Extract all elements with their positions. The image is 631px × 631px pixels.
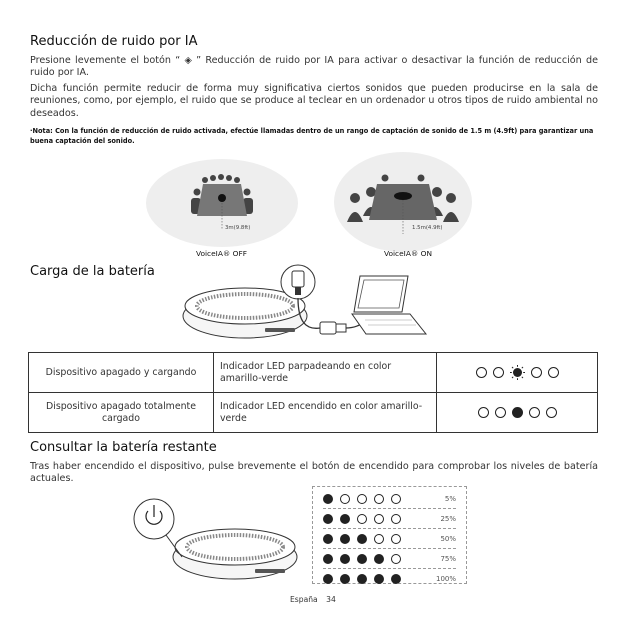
led-on-icon bbox=[323, 574, 333, 584]
battery-percent: 75% bbox=[440, 554, 456, 563]
led-off-icon bbox=[548, 367, 559, 378]
led-on-icon bbox=[357, 554, 367, 564]
led-off-icon bbox=[340, 494, 350, 504]
table-row bbox=[29, 353, 598, 393]
led-off-icon bbox=[476, 367, 487, 378]
led-off-icon bbox=[531, 367, 542, 378]
led-off-icon bbox=[391, 554, 401, 564]
off-caption: VoiceIA® OFF bbox=[196, 249, 247, 258]
table-row bbox=[29, 393, 598, 433]
led-on-icon bbox=[323, 554, 333, 564]
led-off-icon bbox=[391, 494, 401, 504]
battery-percent: 5% bbox=[444, 494, 456, 503]
led-off-icon bbox=[529, 407, 540, 418]
led-on-icon bbox=[512, 407, 523, 418]
led-cell bbox=[437, 393, 598, 433]
indicator-cell: Indicador LED encendido en color amarillo-verde bbox=[214, 393, 437, 433]
voiceia-off-illustration bbox=[145, 158, 300, 258]
page-number: 34 bbox=[326, 595, 336, 604]
list-item bbox=[323, 549, 456, 569]
led-on-icon bbox=[391, 574, 401, 584]
on-distance-label: 1.5m(4.9ft) bbox=[412, 225, 443, 231]
battery-title: Consultar la batería restante bbox=[30, 440, 217, 455]
led-on-icon bbox=[340, 554, 350, 564]
led-off-icon bbox=[357, 494, 367, 504]
noise-note: ·Nota: Con la función de reducción de ruido activada, efectúe llamadas dentro de un rango de captación de sonido de 1.5 m (4.9ft) para garantizar una buena captación del sonido. bbox=[30, 127, 594, 145]
led-on-icon bbox=[323, 534, 333, 544]
led-on-icon bbox=[357, 574, 367, 584]
led-off-icon bbox=[391, 534, 401, 544]
led-on-icon bbox=[374, 554, 384, 564]
page-footer bbox=[290, 595, 336, 604]
led-off-icon bbox=[374, 494, 384, 504]
footer-language: España bbox=[290, 595, 318, 604]
state-cell: Dispositivo apagado y cargando bbox=[29, 353, 214, 393]
list-item bbox=[323, 489, 456, 509]
led-on-icon bbox=[323, 514, 333, 524]
list-item bbox=[323, 529, 456, 549]
led-on-icon bbox=[340, 534, 350, 544]
on-caption: VoiceIA® ON bbox=[384, 249, 432, 258]
off-distance-label: 3m(9.8ft) bbox=[225, 225, 251, 231]
led-off-icon bbox=[374, 534, 384, 544]
battery-percent: 50% bbox=[440, 534, 456, 543]
state-cell: Dispositivo apagado totalmente cargado bbox=[29, 393, 214, 433]
led-off-icon bbox=[495, 407, 506, 418]
battery-level-panel bbox=[312, 486, 467, 584]
noise-para-2: Dicha función permite reducir de forma muy significativa ciertos sonidos que pueden producirse en la sala de reuniones, como, por ejemplo, el ruido que se produce al teclear en un ordenador u otros tipos de ruido ambiental no deseados. bbox=[30, 83, 598, 119]
charging-status-table bbox=[28, 352, 598, 433]
power-button-illustration bbox=[130, 495, 310, 587]
indicator-cell: Indicador LED parpadeando en color amarillo-verde bbox=[214, 353, 437, 393]
battery-percent: 100% bbox=[435, 574, 456, 583]
noise-para-1: Presione levemente el botón “ ◈ ” Reducción de ruido por IA para activar o desactivar la función de reducción de ruido por IA. bbox=[30, 55, 598, 79]
led-on-icon bbox=[374, 574, 384, 584]
led-off-icon bbox=[374, 514, 384, 524]
led-cell bbox=[437, 353, 598, 393]
voiceia-on-illustration bbox=[333, 152, 473, 256]
led-off-icon bbox=[391, 514, 401, 524]
led-blinking-icon bbox=[510, 365, 525, 380]
led-off-icon bbox=[478, 407, 489, 418]
led-on-icon bbox=[340, 574, 350, 584]
led-off-icon bbox=[493, 367, 504, 378]
led-on-icon bbox=[340, 514, 350, 524]
led-on-icon bbox=[357, 534, 367, 544]
list-item bbox=[323, 509, 456, 529]
charging-title: Carga de la batería bbox=[30, 264, 155, 279]
battery-percent: 25% bbox=[440, 514, 456, 523]
led-off-icon bbox=[357, 514, 367, 524]
list-item bbox=[323, 569, 456, 588]
noise-title: Reducción de ruido por IA bbox=[30, 34, 198, 49]
charging-illustration bbox=[180, 262, 430, 346]
led-on-icon bbox=[323, 494, 333, 504]
battery-para: Tras haber encendido el dispositivo, pulse brevemente el botón de encendido para comprobar los niveles de batería actuales. bbox=[30, 461, 598, 485]
led-off-icon bbox=[546, 407, 557, 418]
